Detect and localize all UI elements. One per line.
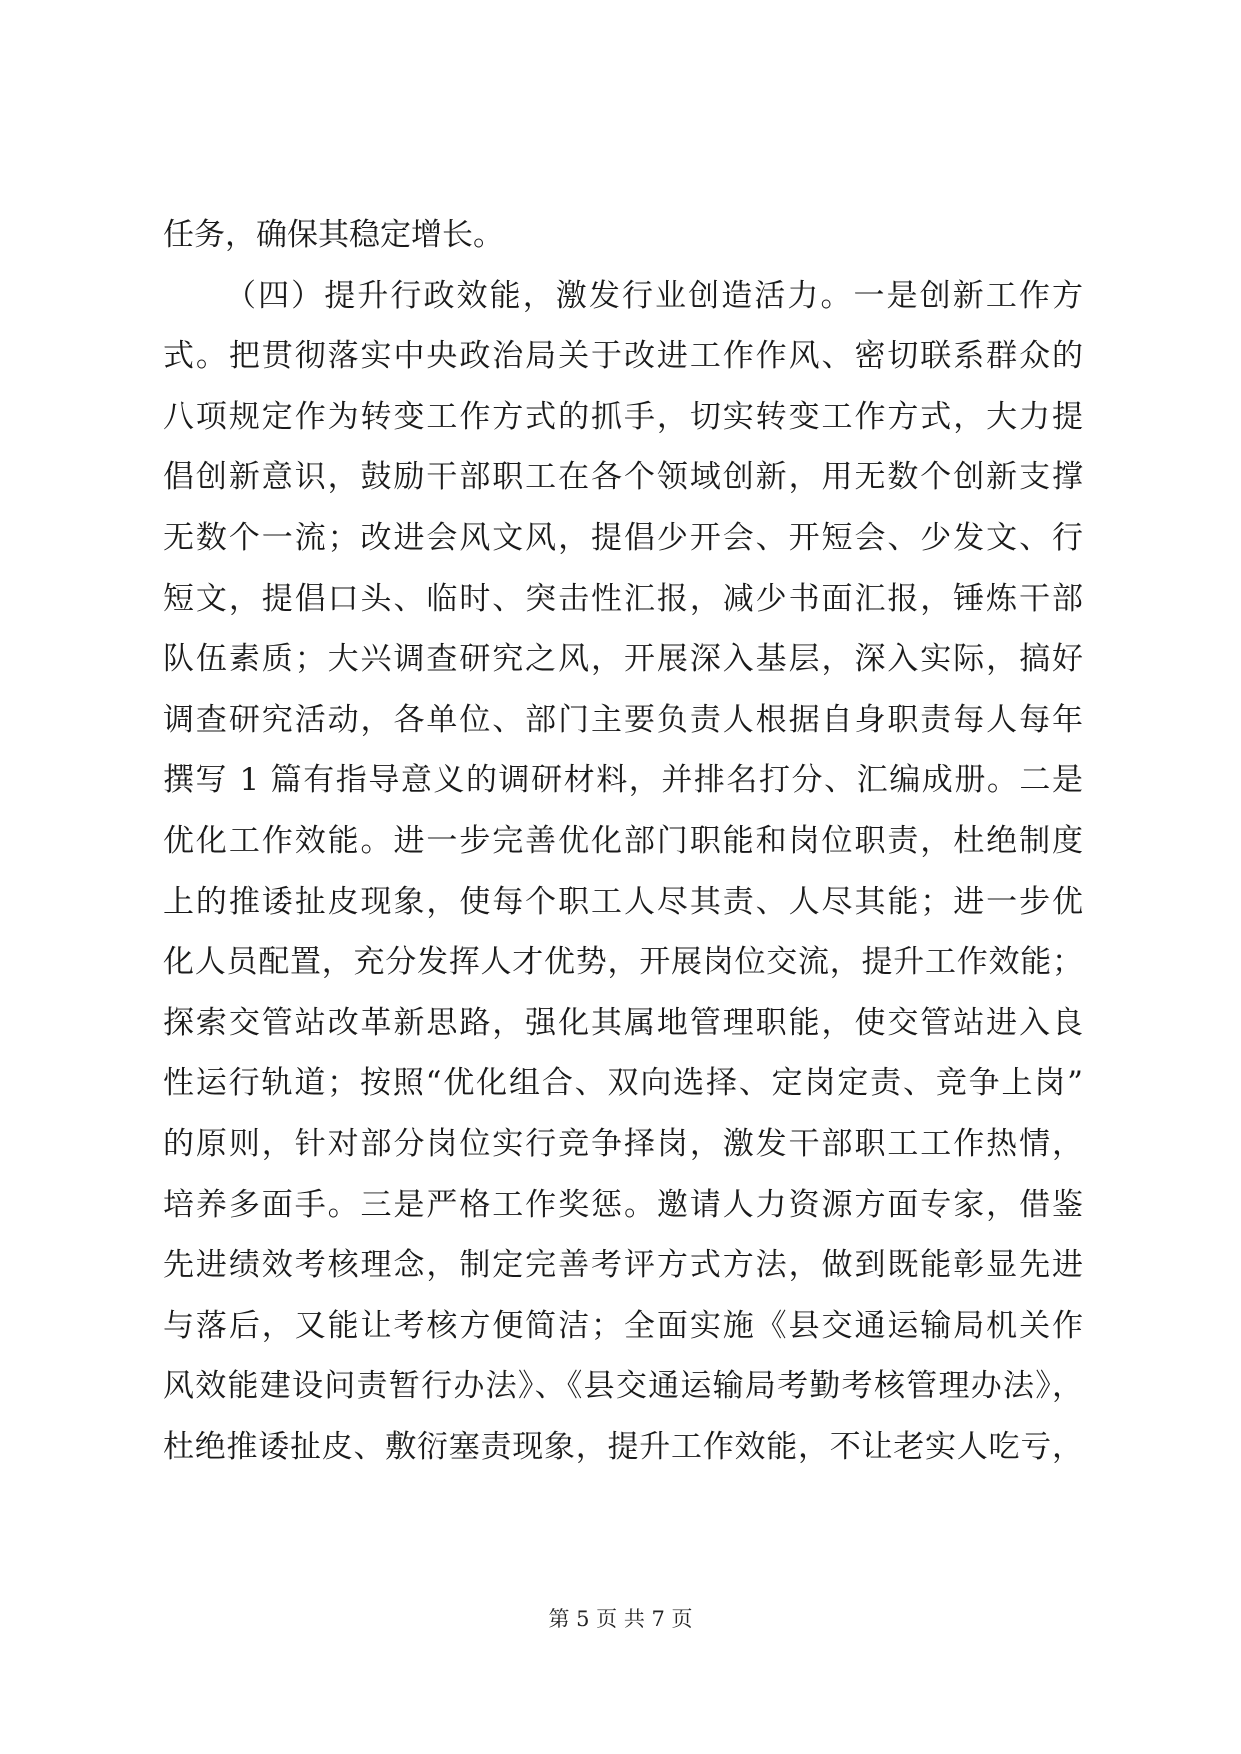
text-line-17: 培养多面手。三是严格工作奖惩。邀请人力资源方面专家，借鉴	[163, 1186, 1083, 1223]
text-line-16: 的原则，针对部分岗位实行竞争择岗，激发干部职工工作热情，	[163, 1125, 1083, 1162]
text-line-21: 杜绝推诿扯皮、敷衍塞责现象，提升工作效能，不让老实人吃亏，	[163, 1428, 1083, 1465]
text-line-8: 队伍素质；大兴调查研究之风，开展深入基层，深入实际，搞好	[163, 641, 1083, 678]
text-line-6: 无数个一流；改进会风文风，提倡少开会、开短会、少发文、行	[163, 519, 1083, 556]
text-line-14: 探索交管站改革新思路，强化其属地管理职能，使交管站进入良	[163, 1004, 1083, 1041]
text-line-2: （四）提升行政效能，激发行业创造活力。一是创新工作方	[225, 277, 1083, 314]
text-line-3: 式。把贯彻落实中央政治局关于改进工作作风、密切联系群众的	[163, 338, 1083, 375]
text-line-18: 先进绩效考核理念，制定完善考评方式方法，做到既能彰显先进	[163, 1247, 1083, 1284]
text-line-12: 上的推诿扯皮现象，使每个职工人尽其责、人尽其能；进一步优	[163, 883, 1083, 920]
text-line-13: 化人员配置，充分发挥人才优势，开展岗位交流，提升工作效能；	[163, 944, 1083, 981]
text-line-10: 撰写 1 篇有指导意义的调研材料，并排名打分、汇编成册。二是	[163, 762, 1083, 799]
text-line-9: 调查研究活动，各单位、部门主要负责人根据自身职责每人每年	[163, 701, 1083, 738]
text-line-20: 风效能建设问责暂行办法》、《县交通运输局考勤考核管理办法》，	[163, 1368, 1083, 1405]
text-line-1: 任务，确保其稳定增长。	[163, 217, 504, 253]
text-line-11: 优化工作效能。进一步完善优化部门职能和岗位职责，杜绝制度	[163, 822, 1083, 859]
text-line-19: 与落后，又能让考核方便简洁；全面实施《县交通运输局机关作	[163, 1307, 1083, 1344]
text-line-7: 短文，提倡口头、临时、突击性汇报，减少书面汇报，锤炼干部	[163, 580, 1083, 617]
text-line-5: 倡创新意识，鼓励干部职工在各个领域创新，用无数个创新支撑	[163, 459, 1083, 496]
text-line-4: 八项规定作为转变工作方式的抓手，切实转变工作方式，大力提	[163, 398, 1083, 435]
page-number-footer: 第 5 页 共 7 页	[548, 1607, 693, 1631]
body-text	[163, 205, 1083, 1477]
text-line-15: 性运行轨道；按照“优化组合、双向选择、定岗定责、竞争上岗”	[163, 1065, 1083, 1102]
